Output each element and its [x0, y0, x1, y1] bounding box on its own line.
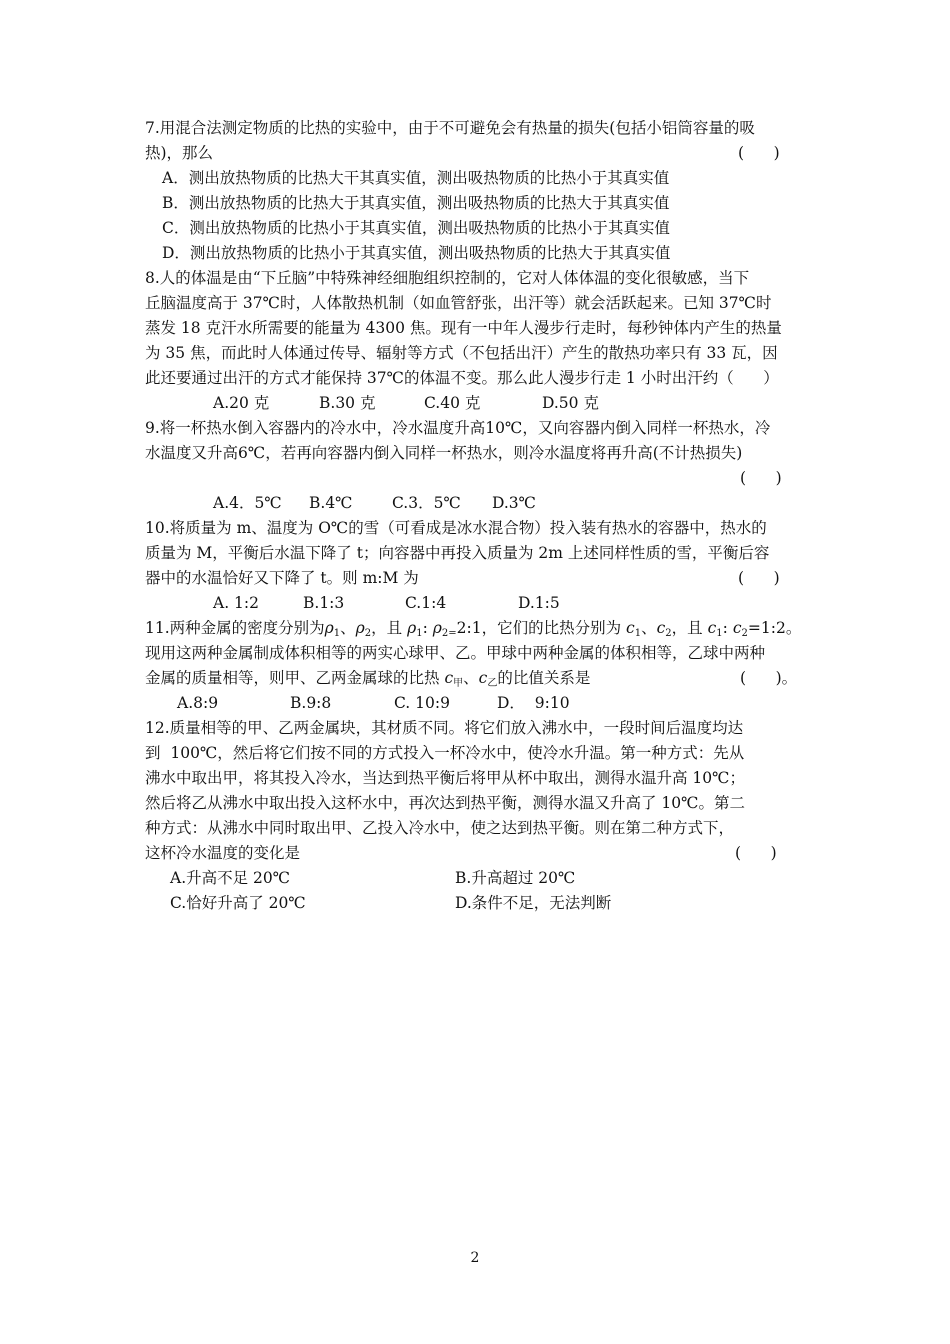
q7-option-c: C．测出放热物质的比热小于其真实值，测出吸热物质的比热小于其真实值 — [162, 219, 670, 237]
q8-option-b: B.30 克 — [319, 394, 376, 412]
q11-option-b: B.9:8 — [290, 694, 332, 712]
q11-option-d: D． 9:10 — [497, 694, 570, 712]
q12-stem-line5: 种方式：从沸水中同时取出甲、乙投入冷水中，使之达到热平衡。则在第二种方式下， — [145, 819, 735, 837]
q9-option-d: D.3℃ — [492, 494, 537, 512]
q10-stem-line3: 器中的水温恰好又下降了 t。则 m:M 为 — [145, 569, 419, 587]
q11-option-c: C. 10:9 — [394, 694, 450, 712]
q12-stem-line1: 12.质量相等的甲、乙两金属块，其材质不同。将它们放入沸水中，一段时间后温度均达 — [145, 719, 744, 737]
q12-stem-line6: 这杯冷水温度的变化是 — [145, 844, 301, 862]
q11-stem-line3: 金属的质量相等，则甲、乙两金属球的比热 $c_甲$、$c_乙$的比值关系是 — [145, 669, 591, 689]
q11-stem-line1: 11.两种金属的密度分别为$\rho_1$、$\rho_2$，且 $\rho_1$: $\rho_{2=}2:1$，它们的比热分别为 $c_1$、$c_2$，且 $c_1$: $c_2=1:2$。 — [145, 619, 802, 639]
q10-option-d: D.1:5 — [518, 594, 560, 612]
q8-stem-line4: 为 35 焦，而此时人体通过传导、辐射等方式（不包括出汗）产生的散热功率只有 33 瓦，因 — [145, 344, 778, 362]
q8-stem-line3: 蒸发 18 克汗水所需要的能量为 4300 焦。现有一中年人漫步行走时，每秒钟体内产生的热量 — [145, 319, 782, 337]
q7-stem-line2: 热)，那么 — [145, 144, 214, 162]
q7-option-d: D．测出放热物质的比热小于其真实值，测出吸热物质的比热大于其真实值 — [162, 244, 671, 262]
q12-answer-bracket: ( ) — [735, 844, 777, 862]
q12-stem-line4: 然后将乙从沸水中取出投入这杯水中，再次达到热平衡，测得水温又升高了 10℃。第二 — [145, 794, 745, 812]
q12-stem-line2: 到 100℃，然后将它们按不同的方式投入一杯冷水中，使冷水升温。第一种方式：先从 — [145, 744, 745, 762]
q9-option-c: C.3．5℃ — [392, 494, 461, 512]
q7-stem-line1: 7.用混合法测定物质的比热的实验中，由于不可避免会有热量的损失(包括小铝筒容量的吸 — [145, 119, 755, 137]
q11-answer-bracket: ( )。 — [740, 669, 798, 687]
q12-option-a: A.升高不足 20℃ — [170, 869, 291, 887]
q9-answer-bracket: ( ) — [740, 469, 782, 487]
q8-stem-line5: 此还要通过出汗的方式才能保持 37℃的体温不变。那么此人漫步行走 1 小时出汗约（ ） — [145, 369, 779, 387]
q11-stem-line2: 现用这两种金属制成体积相等的两实心球甲、乙。甲球中两种金属的体积相等，乙球中两种 — [145, 644, 766, 662]
q11-option-a: A.8:9 — [177, 694, 219, 712]
q7-option-a: A．测出放热物质的比热大干其真实值，测出吸热物质的比热小于其真实值 — [162, 169, 670, 187]
q7-answer-bracket: ( ) — [738, 144, 780, 162]
q9-option-b: B.4℃ — [309, 494, 353, 512]
q10-stem-line2: 质量为 M，平衡后水温下降了 t；向容器中再投入质量为 2m 上述同样性质的雪，平衡后容 — [145, 544, 770, 562]
q10-stem-line1: 10.将质量为 m、温度为 O℃的雪（可看成是冰水混合物）投入装有热水的容器中，热水的 — [145, 519, 767, 537]
q7-option-b: B．测出放热物质的比热大于其真实值，测出吸热物质的比热大于其真实值 — [162, 194, 670, 212]
q12-option-b: B.升高超过 20℃ — [455, 869, 576, 887]
q8-option-d: D.50 克 — [542, 394, 599, 412]
q10-option-c: C.1:4 — [405, 594, 447, 612]
q9-stem-line1: 9.将一杯热水倒入容器内的冷水中，冷水温度升高10℃，又向容器内倒入同样一杯热水，冷 — [145, 419, 771, 437]
q10-answer-bracket: ( ) — [738, 569, 780, 587]
q9-option-a: A.4．5℃ — [213, 494, 282, 512]
q9-stem-line2: 水温度又升高6℃，若再向容器内倒入同样一杯热水，则冷水温度将再升高(不计热损失) — [145, 444, 743, 462]
q10-option-b: B.1:3 — [303, 594, 345, 612]
q10-option-a: A. 1:2 — [213, 594, 259, 612]
q12-stem-line3: 沸水中取出甲，将其投入冷水，当达到热平衡后将甲从杯中取出，测得水温升高 10℃； — [145, 769, 745, 787]
q12-option-c: C.恰好升高了 20℃ — [170, 894, 306, 912]
q12-option-d: D.条件不足，无法判断 — [455, 894, 612, 912]
q8-stem-line1: 8.人的体温是由“下丘脑”中特殊神经细胞组织控制的，它对人体体温的变化很敏感，当下 — [145, 269, 750, 287]
q8-stem-line2: 丘脑温度高于 37℃时，人体散热机制（如血管舒张，出汗等）就会活跃起来。已知 37℃时 — [145, 294, 772, 312]
q8-option-a: A.20 克 — [213, 394, 270, 412]
q8-option-c: C.40 克 — [424, 394, 481, 412]
page-number: 2 — [470, 1250, 480, 1266]
